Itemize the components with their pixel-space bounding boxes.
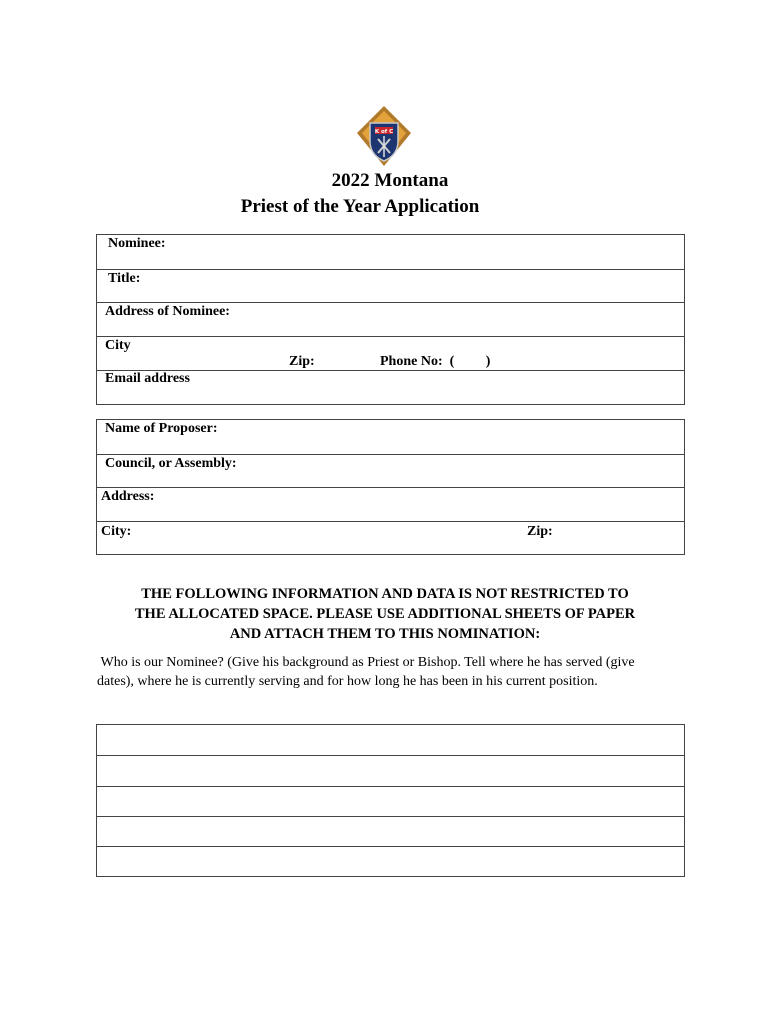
nominee-city-row[interactable]	[97, 336, 684, 371]
emblem-lettering: K of C	[374, 129, 394, 135]
knights-of-columbus-emblem	[356, 105, 412, 167]
proposer-city-row[interactable]	[97, 521, 684, 556]
notice-text	[100, 584, 670, 644]
nominee-email-row[interactable]	[97, 370, 684, 405]
answer-line[interactable]	[97, 755, 684, 786]
answer-line[interactable]	[97, 786, 684, 817]
proposer-council-row[interactable]	[97, 454, 684, 489]
proposer-address-row[interactable]	[97, 487, 684, 522]
page-title: Priest of the Year Application	[240, 196, 480, 217]
nominee-email-label: Email address	[105, 371, 190, 386]
answer-line[interactable]	[97, 846, 684, 877]
nominee-row[interactable]	[97, 235, 684, 269]
nominee-label: Nominee:	[108, 236, 166, 251]
nominee-phone-label: Phone No: ( )	[380, 354, 491, 369]
nominee-address-row[interactable]	[97, 302, 684, 337]
proposer-info-box	[96, 419, 685, 555]
title-row[interactable]	[97, 269, 684, 304]
proposer-name-label: Name of Proposer:	[105, 421, 218, 436]
answer-line[interactable]	[97, 816, 684, 847]
page-title-year: 2022 Montana	[331, 170, 449, 191]
answer-lines-box	[96, 724, 685, 877]
proposer-address-label: Address:	[101, 489, 155, 504]
nominee-address-label: Address of Nominee:	[105, 304, 230, 319]
proposer-name-row[interactable]	[97, 420, 684, 454]
nominee-zip-label: Zip:	[289, 354, 315, 369]
answer-line[interactable]	[97, 725, 684, 755]
notice-line-3: AND ATTACH THEM TO THIS NOMINATION:	[229, 626, 541, 642]
proposer-council-label: Council, or Assembly:	[105, 456, 237, 471]
proposer-zip-label: Zip:	[527, 524, 553, 539]
nominee-info-box	[96, 234, 685, 405]
notice-line-1: THE FOLLOWING INFORMATION AND DATA IS NOT RESTRICTED TO	[141, 586, 629, 602]
nominee-question: Who is our Nominee? (Give his background as Priest or Bishop. Tell where he has served (give dates), where he is currently serving and for how long he has been in his current position.	[97, 655, 639, 689]
title-label: Title:	[108, 271, 141, 286]
notice-line-2: THE ALLOCATED SPACE. PLEASE USE ADDITIONAL SHEETS OF PAPER	[134, 606, 636, 622]
nominee-city-label: City	[105, 338, 131, 353]
proposer-city-label: City:	[101, 524, 132, 539]
